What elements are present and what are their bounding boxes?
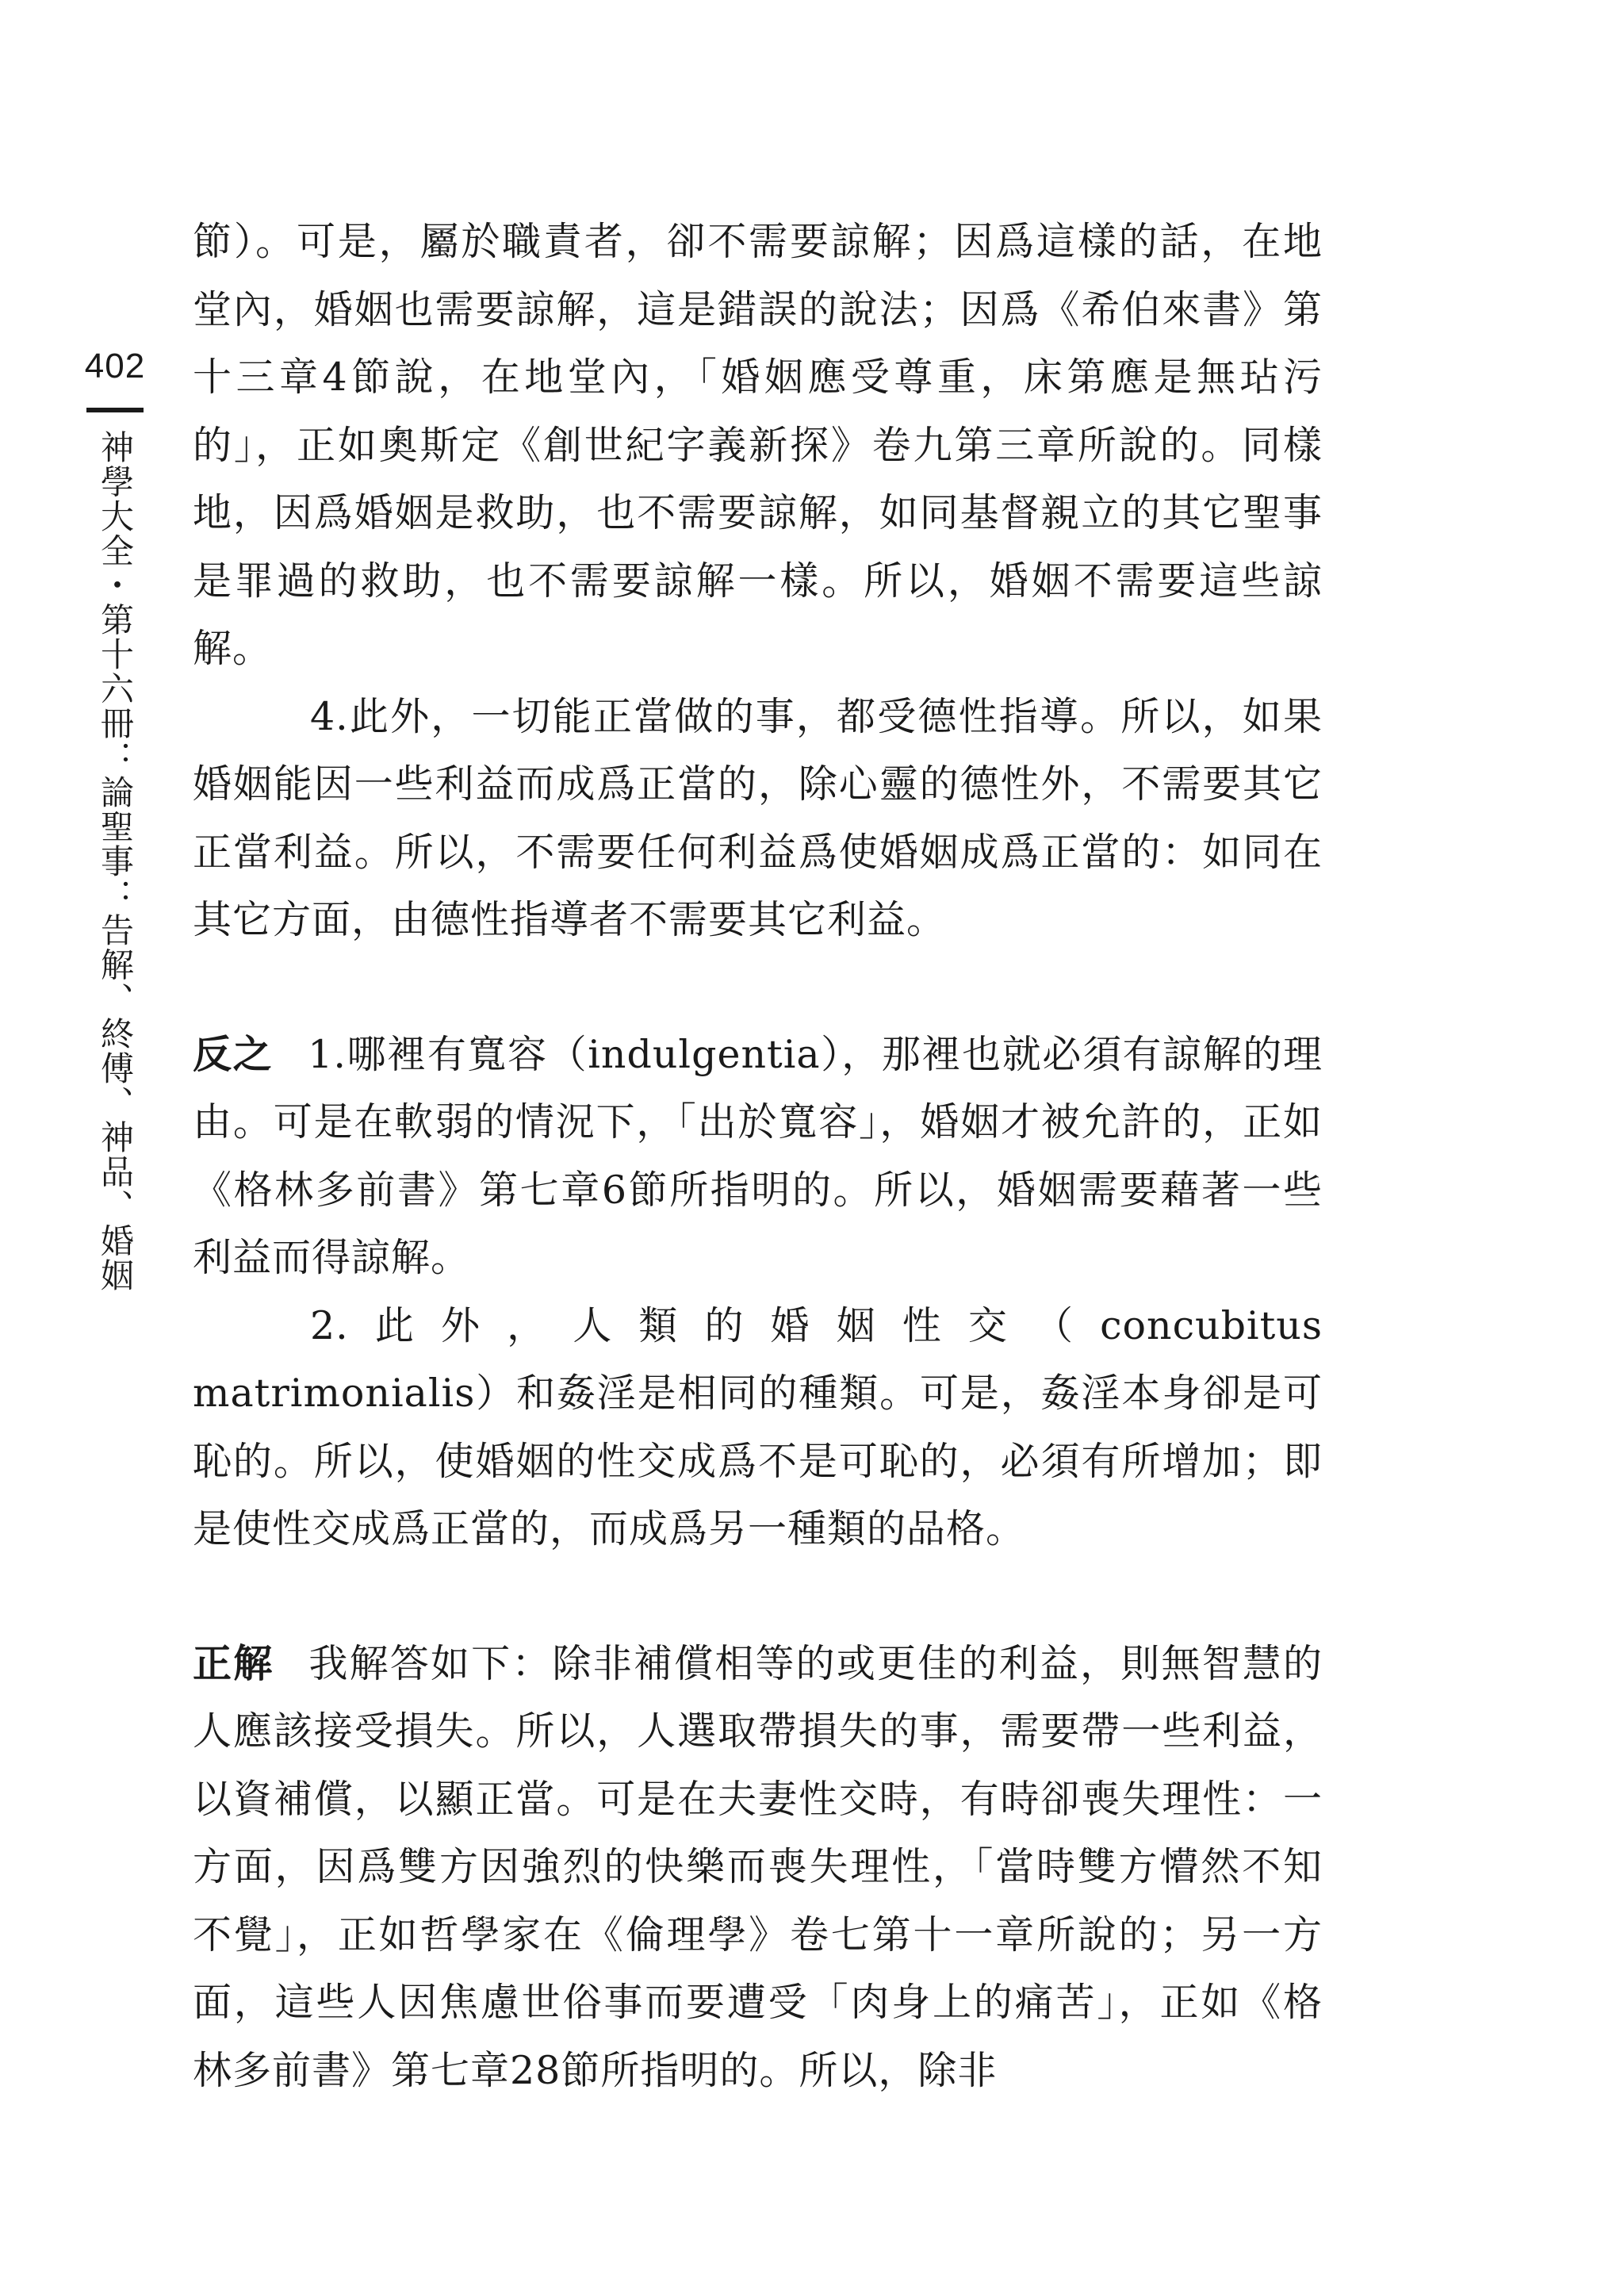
- paragraph-response: [193, 1630, 1323, 2105]
- section-gap: [193, 954, 1323, 1021]
- page-body: [193, 208, 1323, 2104]
- margin-rule: [86, 408, 144, 412]
- page-number: 402: [84, 347, 146, 385]
- section-gap: [193, 1563, 1323, 1630]
- page-margin: [79, 349, 151, 1293]
- response-text: 我解答如下：除非補償相等的或更佳的利益，則無智慧的人應該接受損失。所以，人選取帶損失的事，需要帶一些利益，以資補償，以顯正當。可是在夫妻性交時，有時卻喪失理性：一方面，因爲雙方因強烈的快樂而喪失理性，「當時雙方懵然不知不覺」，正如哲學家在《倫理學》卷七第十一章所說的；另一方面，這些人因焦慮世俗事而要遭受「肉身上的痛苦」，正如《格林多前書》第七章28節所指明的。所以，除非: [193, 1640, 1323, 2093]
- sed-contra-1-text: 1.哪裡有寬容（indulgentia），那裡也就必須有諒解的理由。可是在軟弱的情況下，「出於寬容」，婚姻才被允許的，正如《格林多前書》第七章6節所指明的。所以，婚姻需要藉著一些利益而得諒解。: [193, 1031, 1323, 1280]
- paragraph-objection-3-end: 節）。可是，屬於職責者，卻不需要諒解；因爲這樣的話，在地堂內，婚姻也需要諒解，這是錯誤的說法；因爲《希伯來書》第十三章4節說，在地堂內，「婚姻應受尊重，床第應是無玷污的」，正如奧斯定《創世紀字義新探》卷九第三章所說的。同樣地，因爲婚姻是救助，也不需要諒解，如同基督親立的其它聖事是罪過的救助，也不需要諒解一樣。所以，婚姻不需要這些諒解。: [193, 219, 1323, 671]
- paragraph-objection-4: 4.此外，一切能正當做的事，都受德性指導。所以，如果婚姻能因一些利益而成爲正當的，除心靈的德性外，不需要其它正當利益。所以，不需要任何利益爲使婚姻成爲正當的：如同在其它方面，由德性指導者不需要其它利益。: [193, 693, 1323, 942]
- paragraph-sed-contra-2: 2.此外，人類的婚姻性交（concubitus matrimonialis）和姦淫是相同的種類。可是，姦淫本身卻是可恥的。所以，使婚姻的性交成爲不是可恥的，必須有所增加；即是使性交成爲正當的，而成爲另一種類的品格。: [193, 1302, 1323, 1551]
- running-title: 神學大全・第十六冊：論聖事：告解、終傅、神品、婚姻: [96, 430, 135, 1293]
- response-heading: 正解: [193, 1640, 274, 1686]
- paragraph-sed-contra-1: [193, 1021, 1323, 1292]
- sed-contra-heading: 反之: [193, 1031, 274, 1077]
